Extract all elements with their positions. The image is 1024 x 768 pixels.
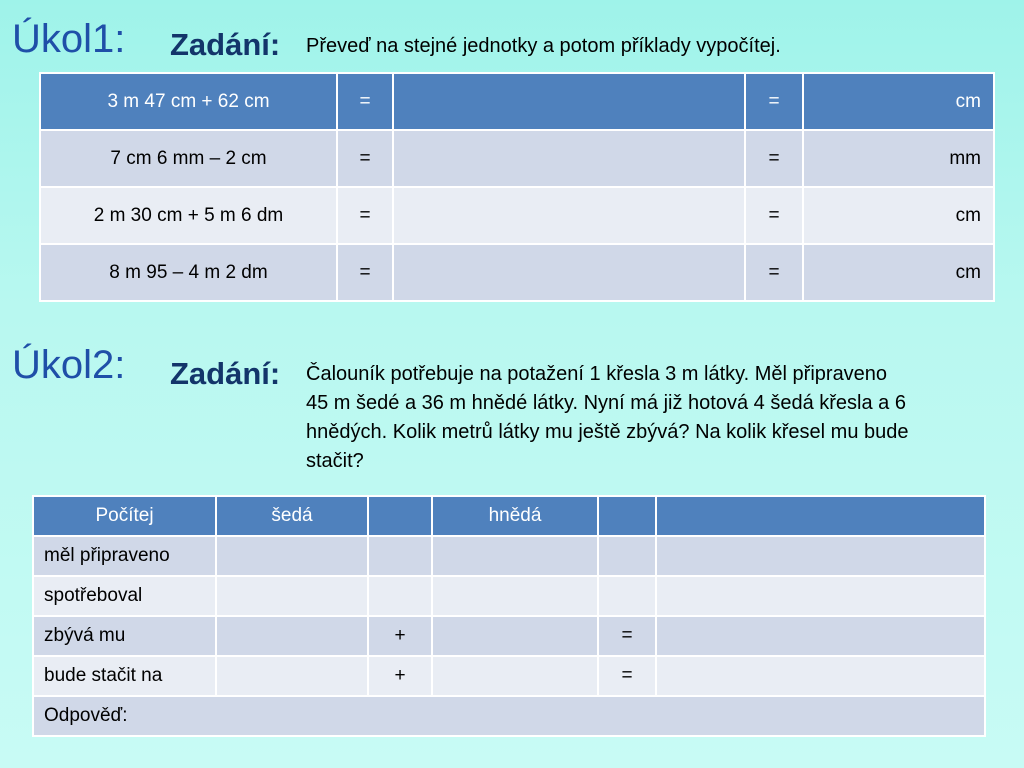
task2-operator-cell: [368, 576, 432, 616]
task2-operator-cell: =: [598, 616, 656, 656]
task2-input-cell[interactable]: [432, 616, 598, 656]
task2-prompt-line: 45 m šedé a 36 m hnědé látky. Nyní má již hotová 4 šedá křesla a 6: [306, 392, 906, 414]
task2-header-blank: [656, 496, 985, 536]
task2-zadani-label: Zadání:: [170, 356, 281, 391]
task1-equals-cell: =: [745, 244, 803, 301]
task2-header-blank: [368, 496, 432, 536]
task2-input-cell[interactable]: [216, 576, 368, 616]
task2-operator-cell: [598, 576, 656, 616]
task2-header-seda: šedá: [216, 496, 368, 536]
task2-result-cell[interactable]: [656, 656, 985, 696]
task1-expression-cell: 3 m 47 cm + 62 cm: [40, 73, 337, 130]
task1-zadani-label: Zadání:: [170, 27, 281, 62]
task2-answer-cell[interactable]: Odpověď:: [33, 696, 985, 736]
task1-equals-cell: =: [337, 244, 393, 301]
task1-answer-cell[interactable]: [393, 130, 745, 187]
task2-title: Úkol2:: [12, 343, 126, 387]
task2-input-cell[interactable]: [216, 616, 368, 656]
task2-row-label: bude stačit na: [33, 656, 216, 696]
task2-row-bude-stacit-na: [33, 656, 985, 696]
task2-result-cell[interactable]: [656, 576, 985, 616]
task2-input-cell[interactable]: [432, 576, 598, 616]
task1-prompt: Převeď na stejné jednotky a potom příklady vypočítej.: [306, 35, 781, 57]
task1-expression-cell: 2 m 30 cm + 5 m 6 dm: [40, 187, 337, 244]
task2-prompt-line: Čalouník potřebuje na potažení 1 křesla 3 m látky. Měl připraveno: [306, 363, 888, 385]
task1-unit-cell[interactable]: cm: [803, 244, 994, 301]
task2-row-label: zbývá mu: [33, 616, 216, 656]
task2-result-cell[interactable]: [656, 616, 985, 656]
task1-equals-cell: =: [745, 187, 803, 244]
task2-header-row: [33, 496, 985, 536]
task2-row-label: měl připraveno: [33, 536, 216, 576]
task2-operator-cell: [368, 536, 432, 576]
task2-prompt-line: stačit?: [306, 450, 364, 472]
task1-answer-cell[interactable]: [393, 244, 745, 301]
task2-prompt: [306, 360, 1018, 476]
task1-equals-cell: =: [745, 130, 803, 187]
task2-input-cell[interactable]: [216, 536, 368, 576]
task1-table: [39, 72, 995, 302]
task1-row-1: [40, 73, 994, 130]
task2-result-cell[interactable]: [656, 536, 985, 576]
task2-row-spotreboval: [33, 576, 985, 616]
task1-answer-cell[interactable]: [393, 73, 745, 130]
task2-row-zbyva-mu: [33, 616, 985, 656]
task2-header-hneda: hnědá: [432, 496, 598, 536]
task2-header-blank: [598, 496, 656, 536]
task2-operator-cell: =: [598, 656, 656, 696]
task1-equals-cell: =: [745, 73, 803, 130]
task1-unit-cell[interactable]: mm: [803, 130, 994, 187]
task2-prompt-line: hnědých. Kolik metrů látky mu ještě zbývá? Na kolik křesel mu bude: [306, 421, 909, 443]
task1-row-4: [40, 244, 994, 301]
task1-unit-cell[interactable]: cm: [803, 187, 994, 244]
task2-row-odpoved: [33, 696, 985, 736]
task1-expression-cell: 7 cm 6 mm – 2 cm: [40, 130, 337, 187]
task1-row-3: [40, 187, 994, 244]
task1-unit-cell[interactable]: cm: [803, 73, 994, 130]
task1-title: Úkol1:: [12, 17, 126, 61]
task2-operator-cell: +: [368, 656, 432, 696]
task2-input-cell[interactable]: [216, 656, 368, 696]
task1-equals-cell: =: [337, 130, 393, 187]
task1-answer-cell[interactable]: [393, 187, 745, 244]
task2-operator-cell: +: [368, 616, 432, 656]
task1-expression-cell: 8 m 95 – 4 m 2 dm: [40, 244, 337, 301]
task1-equals-cell: =: [337, 73, 393, 130]
task2-row-mel-pripraveno: [33, 536, 985, 576]
task1-equals-cell: =: [337, 187, 393, 244]
task2-input-cell[interactable]: [432, 656, 598, 696]
task2-operator-cell: [598, 536, 656, 576]
task2-table: [32, 495, 986, 737]
task2-row-label: spotřeboval: [33, 576, 216, 616]
task1-row-2: [40, 130, 994, 187]
task2-input-cell[interactable]: [432, 536, 598, 576]
task2-header-pocitej: Počítej: [33, 496, 216, 536]
